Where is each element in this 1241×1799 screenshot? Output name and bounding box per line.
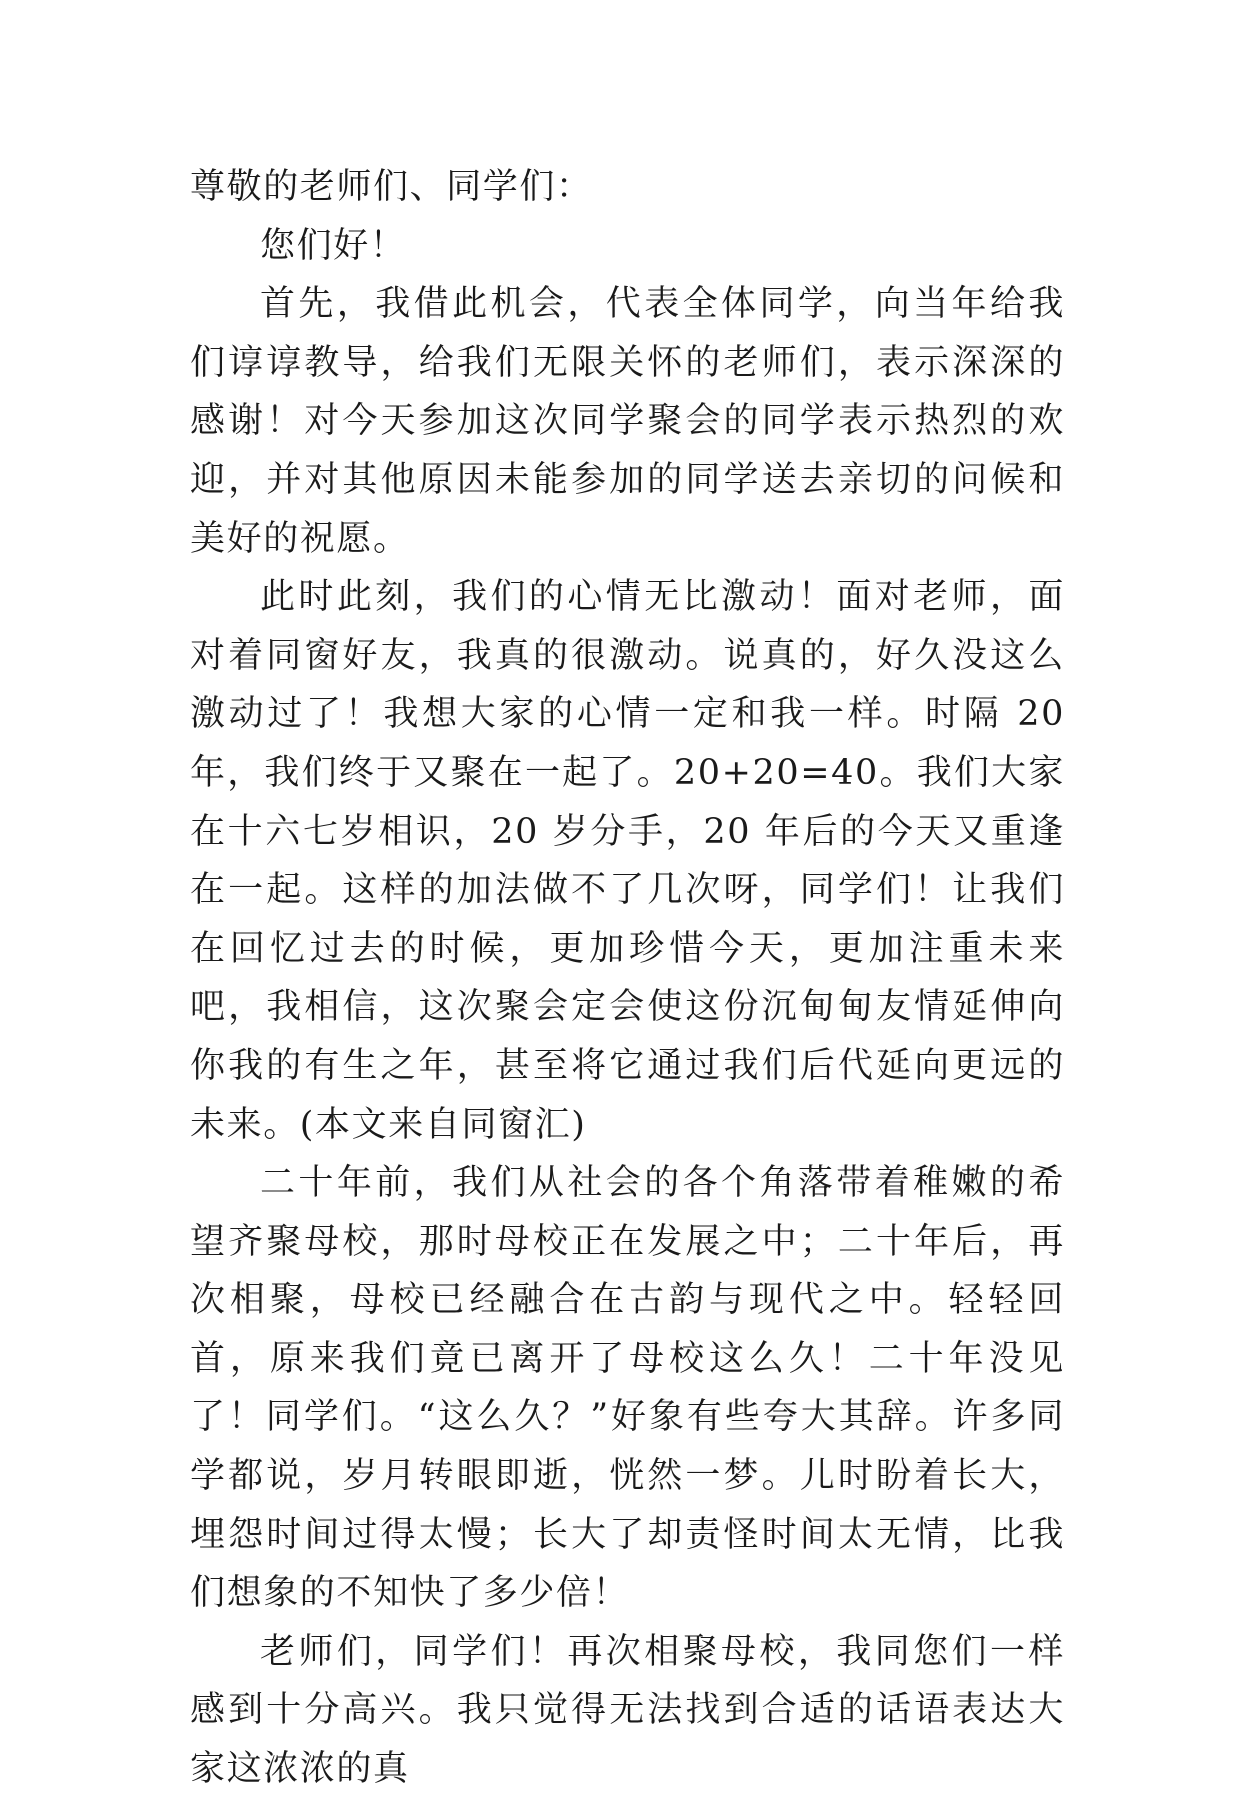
paragraph-greeting: 您们好！ — [260, 225, 407, 266]
paragraph-thanks: 首先，我借此机会，代表全体同学，向当年给我们谆谆教导，给我们无限关怀的老师们，表示深深的感谢！对今天参加这次同学聚会的同学表示热烈的欢迎，并对其他原因未能参加的同学送去亲切的问候和美好的祝愿。 — [190, 284, 1065, 559]
paragraph-memories: 二十年前，我们从社会的各个角落带着稚嫩的希望齐聚母校，那时母校正在发展之中；二十年后，再次相聚，母校已经融合在古韵与现代之中。轻轻回首，原来我们竟已离开了母校这么久！二十年没见了！同学们。“这么久？”好象有些夸大其辞。许多同学都说，岁月转眼即逝，恍然一梦。儿时盼着长大，埋怨时间过得太慢；长大了却责怪时间太无情，比我们想象的不知快了多少倍！ — [190, 1163, 1065, 1614]
paragraph-reunion: 老师们，同学们！再次相聚母校，我同您们一样感到十分高兴。我只觉得无法找到合适的话语表达大家这浓浓的真 — [190, 1631, 1065, 1790]
paragraph-emotion: 此时此刻，我们的心情无比激动！面对老师，面对着同窗好友，我真的很激动。说真的，好久没这么激动过了！我想大家的心情一定和我一样。时隔 20 年，我们终于又聚在一起了。20+20=40。我们大家在十六七岁相识，20 岁分手，20 年后的今天又重逢在一起。这样的加法做不了几次呀，同学们！让我们在回忆过去的时候，更加珍惜今天，更加注重未来吧，我相信，这次聚会定会使这份沉甸甸友情延伸向你我的有生之年，甚至将它通过我们后代延向更远的未来。(本文来自同窗汇) — [190, 577, 1065, 1145]
speech-body — [190, 158, 1065, 1799]
salutation: 尊敬的老师们、同学们： — [190, 167, 593, 207]
